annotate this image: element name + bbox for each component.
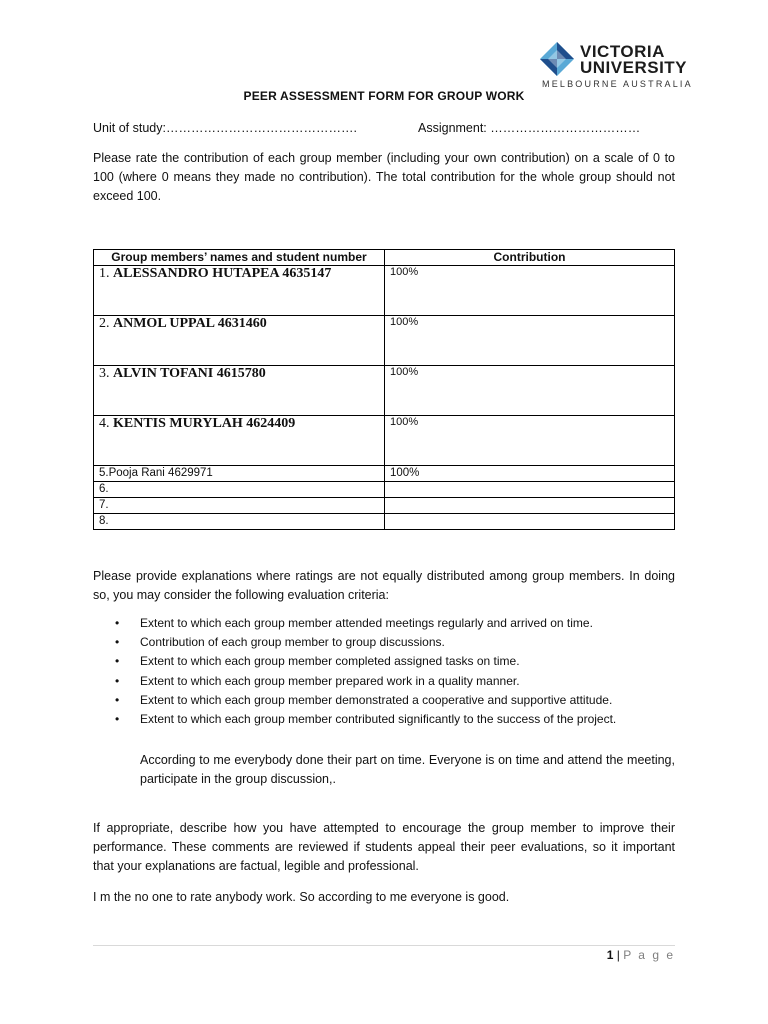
- logo-line-1: VICTORIA: [580, 42, 665, 61]
- list-item: [93, 691, 683, 710]
- list-item: [93, 710, 683, 729]
- list-item: [93, 614, 683, 633]
- explanation-response: According to me everybody done their part on time. Everyone is on time and attend the meeting, participate in the group discussion,.: [140, 753, 675, 786]
- member-name-cell: [94, 266, 385, 316]
- member-name-cell: 8.: [94, 514, 385, 530]
- contribution-cell: 100%: [385, 316, 675, 366]
- evaluation-criteria-list: [93, 614, 683, 729]
- criterion-text: Extent to which each group member prepared work in a quality manner.: [140, 673, 520, 688]
- footer-divider: [93, 945, 675, 946]
- bullet-icon: •: [115, 711, 120, 726]
- criterion-text: Contribution of each group member to group discussions.: [140, 635, 445, 650]
- member-name-cell: 6.: [94, 482, 385, 498]
- contribution-cell: [385, 482, 675, 498]
- bullet-icon: •: [115, 616, 120, 630]
- criterion-text: Extent to which each group member demonstrated a cooperative and supportive attitude.: [140, 692, 613, 707]
- bullet-icon: •: [115, 673, 120, 688]
- criterion-text: Extent to which each group member contributed significantly to the success of the project.: [140, 711, 617, 726]
- logo-line-2: UNIVERSITY: [580, 58, 688, 77]
- contribution-cell: [385, 498, 675, 514]
- bullet-icon: •: [115, 635, 120, 650]
- criterion-text: Extent to which each group member completed assigned tasks on time.: [140, 654, 520, 669]
- unit-of-study-field: Unit of study:……………………………………….: [93, 121, 357, 135]
- member-name-cell: [94, 366, 385, 416]
- member-name-cell: [94, 316, 385, 366]
- member-name: ALESSANDRO HUTAPEA 4635147: [113, 266, 332, 281]
- member-name: KENTIS MURYLAH 4624409: [113, 416, 296, 431]
- page-number: 1: [606, 948, 614, 962]
- contribution-cell: 100%: [385, 466, 675, 482]
- table-row: [94, 416, 675, 466]
- logo-subtitle: MELBOURNE AUSTRALIA: [542, 79, 693, 89]
- bullet-icon: •: [115, 654, 120, 669]
- table-row: [94, 498, 675, 514]
- improvement-instructions: If appropriate, describe how you have attempted to encourage the group member to improve their performance. These comments are reviewed if students appeal their peer evaluations, so it important that your explanations are factual, legible and professional.: [93, 821, 675, 873]
- contribution-cell: 100%: [385, 266, 675, 316]
- row-number: 3.: [99, 366, 110, 381]
- diamond-logo-icon: [540, 42, 574, 76]
- list-item: [93, 633, 683, 652]
- row-number: 2.: [99, 316, 110, 331]
- page-title: PEER ASSESSMENT FORM FOR GROUP WORK: [243, 89, 525, 103]
- bullet-icon: •: [115, 692, 120, 707]
- member-name: ALVIN TOFANI 4615780: [113, 366, 266, 381]
- members-column-header: Group members’ names and student number: [94, 250, 385, 266]
- improvement-response: I m the no one to rate anybody work. So according to me everyone is good.: [93, 890, 510, 904]
- list-item: [93, 672, 683, 691]
- row-number: 4.: [99, 416, 110, 431]
- criterion-text: Extent to which each group member attended meetings regularly and arrived on time.: [140, 616, 593, 630]
- explanation-instructions: Please provide explanations where ratings are not equally distributed among group members. In doing so, you may consider the following evaluation criteria:: [93, 569, 675, 602]
- row-number: 1.: [99, 266, 110, 281]
- table-row: [94, 466, 675, 482]
- university-logo: [540, 42, 693, 92]
- table-row: [94, 514, 675, 530]
- contribution-cell: [385, 514, 675, 530]
- table-row: [94, 366, 675, 416]
- list-item: [93, 652, 683, 671]
- member-name: ANMOL UPPAL 4631460: [113, 316, 267, 331]
- rating-instructions: Please rate the contribution of each group member (including your own contribution) on a scale of 0 to 100 (where 0 means they made no contribution). The total contribution for the whole group should not exceed 100.: [93, 151, 675, 203]
- contribution-column-header: Contribution: [385, 250, 675, 266]
- contribution-table: [93, 249, 675, 530]
- contribution-cell: 100%: [385, 366, 675, 416]
- table-row: [94, 482, 675, 498]
- table-header-row: [94, 250, 675, 266]
- page-label: P a g e: [623, 948, 675, 962]
- member-name-cell: [94, 416, 385, 466]
- contribution-cell: 100%: [385, 416, 675, 466]
- table-row: [94, 316, 675, 366]
- table-row: [94, 266, 675, 316]
- member-name-cell: 5.Pooja Rani 4629971: [94, 466, 385, 482]
- member-name-cell: 7.: [94, 498, 385, 514]
- assignment-field: Assignment: ………………………………: [418, 121, 641, 135]
- page-separator: |: [616, 948, 620, 962]
- page-footer: [560, 948, 675, 962]
